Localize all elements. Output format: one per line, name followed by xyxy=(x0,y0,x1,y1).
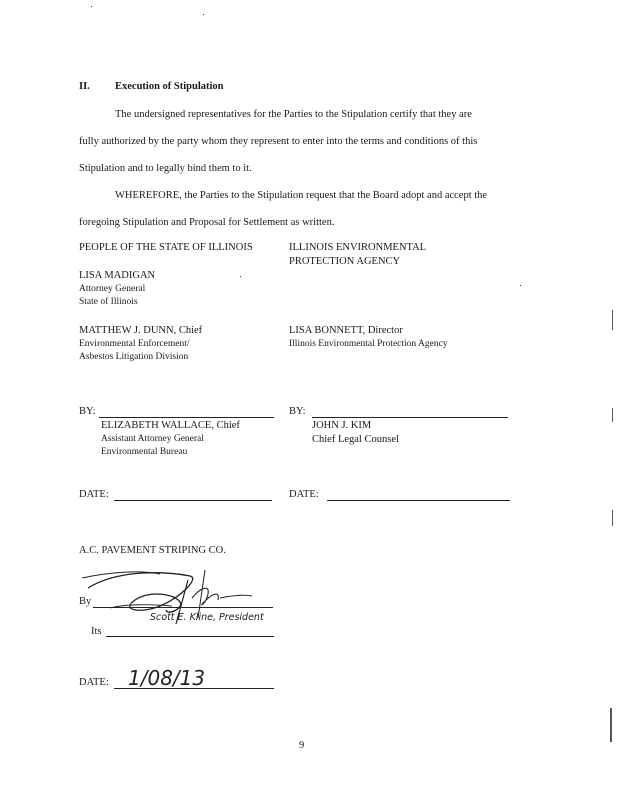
right-signer-title: Chief Legal Counsel xyxy=(312,434,399,445)
attorney-general-title: Attorney General xyxy=(79,284,146,294)
right-signature-line xyxy=(312,417,508,418)
scan-speck xyxy=(203,14,204,15)
left-signature-line xyxy=(99,417,274,418)
right-party-name-1: ILLINOIS ENVIRONMENTAL xyxy=(289,242,427,253)
respondent-company: A.C. PAVEMENT STRIPING CO. xyxy=(79,545,226,556)
scan-edge-mark xyxy=(612,310,613,330)
right-date-label: DATE: xyxy=(289,489,319,500)
attorney-general-state: State of Illinois xyxy=(79,297,138,307)
respondent-its-line xyxy=(106,636,274,637)
director-name: LISA BONNETT, Director xyxy=(289,325,403,336)
right-signer-name: JOHN J. KIM xyxy=(312,420,372,431)
paragraph-1-line-3: Stipulation and to legally bind them to it. xyxy=(79,163,252,174)
left-date-label: DATE: xyxy=(79,489,109,500)
scan-edge-mark xyxy=(610,708,612,742)
left-signer-title-1: Assistant Attorney General xyxy=(101,434,204,444)
right-party-name-2: PROTECTION AGENCY xyxy=(289,256,401,267)
director-title: Illinois Environmental Protection Agency xyxy=(289,339,448,349)
scan-edge-mark xyxy=(612,510,613,526)
chief-title-2: Asbestos Litigation Division xyxy=(79,352,189,362)
respondent-signature-line xyxy=(93,607,273,608)
right-by-label: BY: xyxy=(289,406,306,417)
paragraph-1-line-2: fully authorized by the party whom they represent to enter into the terms and conditions of this xyxy=(79,136,478,147)
left-party-name: PEOPLE OF THE STATE OF ILLINOIS xyxy=(79,242,253,253)
left-date-line xyxy=(114,500,272,501)
left-signer-name: ELIZABETH WALLACE, Chief xyxy=(101,420,240,431)
scan-speck xyxy=(91,6,92,7)
scan-speck xyxy=(240,276,241,277)
section-number: II. xyxy=(79,81,90,92)
attorney-general-name: LISA MADIGAN xyxy=(79,270,156,281)
paragraph-2-line-2: foregoing Stipulation and Proposal for Settlement as written. xyxy=(79,217,335,228)
section-title: Execution of Stipulation xyxy=(115,81,224,92)
paragraph-2-line-1: WHEREFORE, the Parties to the Stipulation request that the Board adopt and accept the xyxy=(115,190,488,201)
respondent-date-label: DATE: xyxy=(79,677,109,688)
chief-name: MATTHEW J. DUNN, Chief xyxy=(79,325,203,336)
respondent-by-label: By xyxy=(79,596,92,607)
respondent-its-label: Its xyxy=(91,626,102,637)
left-by-label: BY: xyxy=(79,406,96,417)
page-number: 9 xyxy=(299,740,305,751)
left-signer-title-2: Environmental Bureau xyxy=(101,447,188,457)
respondent-typed-signer: Scott E. Kline, President xyxy=(150,612,264,623)
chief-title-1: Environmental Enforcement/ xyxy=(79,339,190,349)
respondent-handwritten-date: 1/08/13 xyxy=(128,666,206,690)
right-date-line xyxy=(327,500,510,501)
paragraph-1-line-1: The undersigned representatives for the Parties to the Stipulation certify that they are xyxy=(115,109,472,120)
scan-edge-mark xyxy=(612,408,613,422)
scan-speck xyxy=(520,285,521,286)
